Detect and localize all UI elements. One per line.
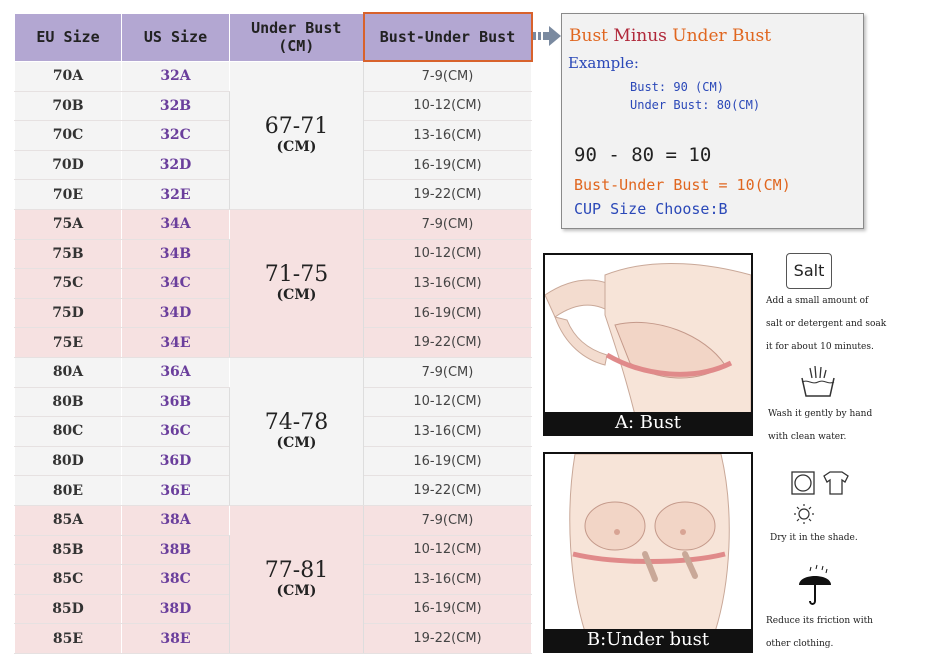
eu-size-cell: 85C [15, 565, 122, 595]
example-calculation-box [561, 13, 864, 229]
umbrella-icon [795, 563, 835, 607]
under-bust-range-cell [230, 505, 364, 653]
bust-difference-cell: 7-9(CM) [364, 357, 532, 387]
table-row [15, 505, 532, 535]
us-size-cell: 38E [122, 624, 230, 654]
us-size-cell: 36E [122, 476, 230, 506]
bust-measurement-photo [543, 253, 753, 436]
under-bust-measurement-photo [543, 452, 753, 653]
care-step-soak: Add a small amount of salt or detergent and soak it for about 10 minutes. [766, 296, 887, 352]
table-row [15, 61, 532, 91]
size-chart-table [14, 12, 533, 654]
us-size-cell: 34A [122, 209, 230, 239]
header-under-bust: Under Bust (CM) [230, 13, 364, 61]
dry-in-shade-icon [790, 470, 850, 528]
eu-size-cell: 80C [15, 417, 122, 447]
header-bust-minus-under-bust: Bust-Under Bust [364, 13, 532, 61]
under-bust-range: 71-75 [264, 262, 329, 288]
example-calculation: 90 - 80 = 10 [574, 144, 712, 166]
bust-difference-cell: 10-12(CM) [364, 535, 532, 565]
us-size-cell: 36D [122, 446, 230, 476]
eu-size-cell: 80E [15, 476, 122, 506]
eu-size-cell: 75A [15, 209, 122, 239]
bust-difference-cell: 13-16(CM) [364, 565, 532, 595]
size-table-body [15, 61, 532, 653]
photo-b-caption: B:Under bust [545, 629, 751, 651]
under-bust-unit: (CM) [276, 139, 317, 156]
under-bust-unit: (CM) [276, 435, 317, 452]
header-us-size: US Size [122, 13, 230, 61]
us-size-cell: 38D [122, 594, 230, 624]
example-result: Bust-Under Bust = 10(CM) [574, 176, 791, 194]
bust-difference-cell: 10-12(CM) [364, 91, 532, 121]
us-size-cell: 36A [122, 357, 230, 387]
care-step-wash: Wash it gently by hand with clean water. [768, 409, 873, 442]
us-size-cell: 34E [122, 328, 230, 358]
us-size-cell: 38A [122, 505, 230, 535]
under-bust-range: 67-71 [264, 114, 329, 140]
example-cup-size: CUP Size Choose:B [574, 200, 728, 218]
care-step-dry: Dry it in the shade. [770, 533, 858, 543]
under-bust-range: 77-81 [264, 558, 329, 584]
eu-size-cell: 75C [15, 269, 122, 299]
bust-difference-cell: 7-9(CM) [364, 505, 532, 535]
bust-difference-cell: 16-19(CM) [364, 298, 532, 328]
eu-size-cell: 80D [15, 446, 122, 476]
eu-size-cell: 85B [15, 535, 122, 565]
salt-label-icon: Salt [786, 253, 832, 289]
under-bust-range-cell [230, 357, 364, 505]
us-size-cell: 38B [122, 535, 230, 565]
under-bust-unit: (CM) [276, 583, 317, 600]
bust-figure-illustration [545, 255, 751, 415]
bust-difference-cell: 19-22(CM) [364, 328, 532, 358]
us-size-cell: 32D [122, 150, 230, 180]
under-bust-range-cell [230, 209, 364, 357]
hand-wash-icon [798, 364, 838, 400]
table-row [15, 357, 532, 387]
us-size-cell: 34D [122, 298, 230, 328]
eu-size-cell: 85D [15, 594, 122, 624]
eu-size-cell: 70A [15, 61, 122, 91]
us-size-cell: 32B [122, 91, 230, 121]
eu-size-cell: 75E [15, 328, 122, 358]
us-size-cell: 32A [122, 61, 230, 91]
bust-difference-cell: 16-19(CM) [364, 150, 532, 180]
bust-difference-cell: 10-12(CM) [364, 387, 532, 417]
eu-size-cell: 75B [15, 239, 122, 269]
bust-difference-cell: 7-9(CM) [364, 61, 532, 91]
eu-size-cell: 70C [15, 121, 122, 151]
us-size-cell: 36C [122, 417, 230, 447]
arrow-right-icon [533, 26, 561, 46]
bust-difference-cell: 13-16(CM) [364, 417, 532, 447]
table-row [15, 209, 532, 239]
example-title: Bust Minus Under Bust [569, 26, 772, 46]
bust-difference-cell: 16-19(CM) [364, 594, 532, 624]
table-header-row [15, 13, 532, 61]
example-bust-line: Bust: 90 (CM) [630, 80, 724, 94]
us-size-cell: 34B [122, 239, 230, 269]
under-bust-range-cell [230, 61, 364, 209]
example-label: Example: [568, 54, 639, 72]
us-size-cell: 32C [122, 121, 230, 151]
care-step-friction: Reduce its friction with other clothing. [766, 616, 873, 649]
bust-difference-cell: 19-22(CM) [364, 180, 532, 210]
bust-difference-cell: 13-16(CM) [364, 269, 532, 299]
header-eu-size: EU Size [15, 13, 122, 61]
example-under-bust-line: Under Bust: 80(CM) [630, 98, 761, 112]
bust-difference-cell: 19-22(CM) [364, 476, 532, 506]
eu-size-cell: 70E [15, 180, 122, 210]
eu-size-cell: 70B [15, 91, 122, 121]
eu-size-cell: 85E [15, 624, 122, 654]
eu-size-cell: 80A [15, 357, 122, 387]
bust-difference-cell: 7-9(CM) [364, 209, 532, 239]
bust-difference-cell: 19-22(CM) [364, 624, 532, 654]
eu-size-cell: 80B [15, 387, 122, 417]
bust-difference-cell: 10-12(CM) [364, 239, 532, 269]
eu-size-cell: 85A [15, 505, 122, 535]
us-size-cell: 32E [122, 180, 230, 210]
eu-size-cell: 75D [15, 298, 122, 328]
eu-size-cell: 70D [15, 150, 122, 180]
photo-a-caption: A: Bust [545, 412, 751, 434]
bust-difference-cell: 16-19(CM) [364, 446, 532, 476]
us-size-cell: 38C [122, 565, 230, 595]
us-size-cell: 34C [122, 269, 230, 299]
bust-difference-cell: 13-16(CM) [364, 121, 532, 151]
under-bust-range: 74-78 [264, 410, 329, 436]
us-size-cell: 36B [122, 387, 230, 417]
under-bust-figure-illustration [545, 454, 751, 632]
under-bust-unit: (CM) [276, 287, 317, 304]
